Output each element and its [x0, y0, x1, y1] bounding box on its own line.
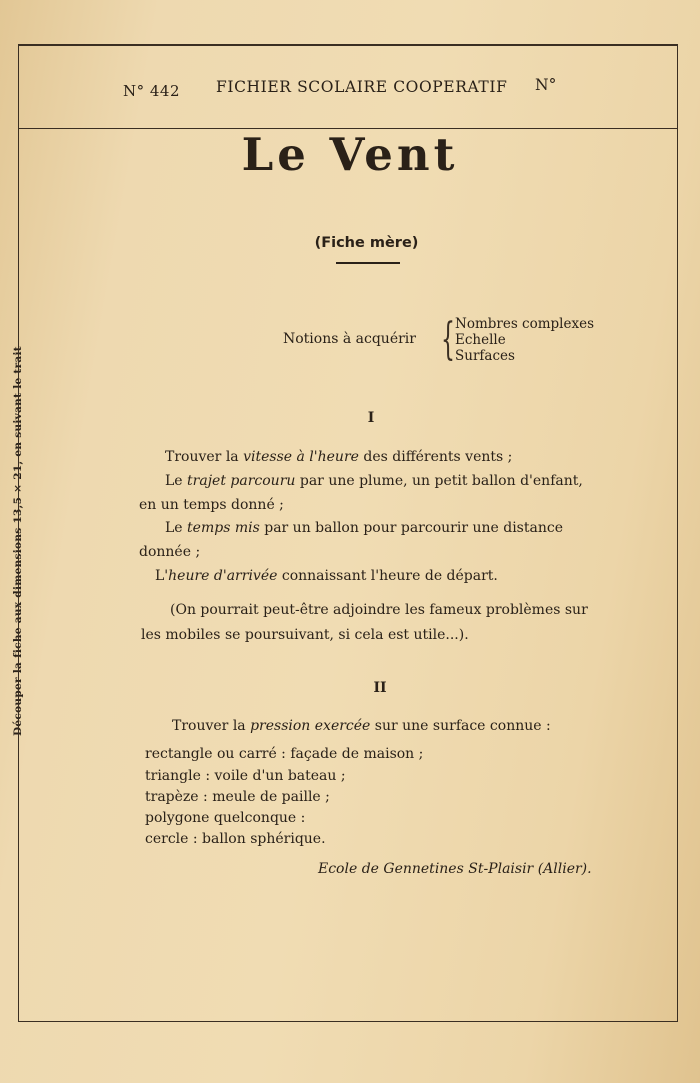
text-line: triangle : voile d'un bateau ;: [145, 768, 346, 784]
page-title: Le Vent: [241, 128, 459, 181]
text-line: trapèze : meule de paille ;: [145, 789, 330, 805]
section-numeral-2: II: [373, 680, 387, 696]
text-line: rectangle ou carré : façade de maison ;: [145, 746, 424, 762]
section-numeral-1: I: [367, 410, 375, 426]
notion-item: Nombres complexes: [455, 316, 595, 332]
collection-title: FICHIER SCOLAIRE COOPERATIF: [216, 78, 508, 96]
card-number-blank: N°: [535, 76, 557, 94]
card-header: [19, 46, 677, 129]
text-line: Le temps mis par un ballon pour parcourir une distance: [165, 520, 563, 536]
card-number: N° 442: [123, 82, 181, 100]
text-line: les mobiles se poursuivant, si cela est utile...).: [141, 627, 469, 643]
notion-item: Surfaces: [455, 348, 515, 364]
text-line: L'heure d'arrivée connaissant l'heure de départ.: [155, 568, 498, 584]
text-line: en un temps donné ;: [139, 497, 284, 513]
text-line: Trouver la pression exercée sur une surface connue :: [172, 718, 551, 734]
brace-glyph: {: [441, 314, 455, 365]
cutting-instruction: Découper la fiche aux dimensions 13,5 × 21, en suivant le trait: [12, 346, 24, 736]
page-subtitle: (Fiche mère): [314, 235, 419, 251]
notion-item: Echelle: [455, 332, 506, 348]
text-line: polygone quelconque :: [145, 810, 306, 826]
notions-label: Notions à acquérir: [283, 331, 416, 347]
title-rule: [336, 262, 400, 264]
text-line: cercle : ballon sphérique.: [145, 831, 326, 847]
text-line: Le trajet parcouru par une plume, un petit ballon d'enfant,: [165, 473, 583, 489]
text-line: donnée ;: [139, 544, 201, 560]
text-line: Trouver la vitesse à l'heure des différents vents ;: [165, 449, 513, 465]
notions-list: [455, 316, 594, 364]
text-line: (On pourrait peut-être adjoindre les fameux problèmes sur: [170, 602, 588, 618]
signature: Ecole de Gennetines St-Plaisir (Allier).: [318, 861, 592, 877]
